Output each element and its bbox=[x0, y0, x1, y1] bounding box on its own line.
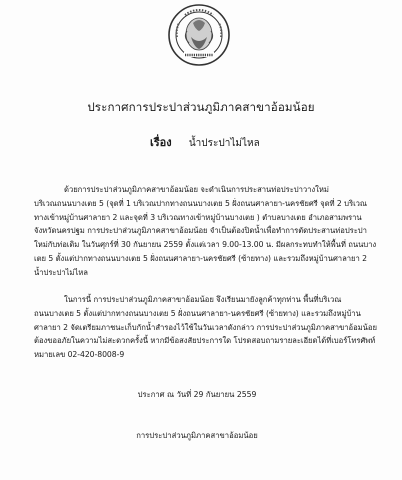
paragraph-line: ศาลายา 2 จัดเตรียมภาชนะเก็บกักน้ำสำรองไว้ใช้ในวันเวลาดังกล่าว การประปาส่วนภูมิภาคสาขาอ้อมน้อย bbox=[34, 322, 377, 332]
subject-label: เรื่อง bbox=[150, 136, 172, 149]
pwa-emblem-icon bbox=[167, 3, 231, 67]
paragraph-line: ในการนี้ การประปาส่วนภูมิภาคสาขาอ้อมน้อย จึงเรียนมายังลูกค้าทุกท่าน พื้นที่บริเวณ bbox=[64, 295, 342, 304]
paragraph-line: หมายเลข 02-420-8008-9 bbox=[34, 350, 125, 360]
paragraph-line: ถนนบางเตย 5 ตั้งแต่ปากทางถนนบางเตย 5 ฝั่งถนนศาลายา-นครชัยศรี (ซ้ายทาง) และรวมถึงหมู่บ้าน bbox=[34, 308, 361, 318]
paragraph-2 bbox=[34, 293, 400, 362]
paragraph-line: ด้วยการประปาส่วนภูมิภาคสาขาอ้อมน้อย จะดำเนินการประสานท่อประปาวางใหม่ bbox=[64, 185, 329, 194]
announcement-date: ประกาศ ณ วันที่ 29 กันยายน 2559 bbox=[137, 390, 257, 399]
announcement-title: ประกาศการประปาส่วนภูมิภาคสาขาอ้อมน้อย bbox=[87, 100, 315, 114]
paragraph-line: ต้องขออภัยในความไม่สะดวกครั้งนี้ หากมีข้อสงสัยประการใด โปรดสอบถามรายละเอียดได้ที่เบอร์โทรศัพท์ bbox=[34, 336, 376, 346]
paragraph-line: ใหม่กับท่อเดิม ในวันศุกร์ที่ 30 กันยายน 2559 ตั้งแต่เวลา 9.00-13.00 น. มีผลกระทบทำให้พื้นที่ ถนนบาง bbox=[34, 240, 377, 250]
subject-line bbox=[150, 133, 260, 151]
issuer-signature: การประปาส่วนภูมิภาคสาขาอ้อมน้อย bbox=[136, 431, 258, 440]
paragraph-line: จังหวัดนครปฐม การประปาส่วนภูมิภาคสาขาอ้อมน้อย จำเป็นต้องปิดน้ำเพื่อทำการตัดประสานท่อประปา bbox=[34, 226, 367, 236]
paragraph-line: ทางเข้าหมู่บ้านศาลายา 2 และจุดที่ 3 บริเวณทางเข้าหมู่บ้านบางเตย ) ตำบลบางเตย อำเภอสามพราน bbox=[34, 212, 362, 222]
subject-value: น้ำประปาไม่ไหล bbox=[188, 138, 260, 149]
paragraph-line: น้ำประปาไม่ไหล bbox=[34, 267, 88, 277]
paragraph-line: บริเวณถนนบางเตย 5 (จุดที่ 1 บริเวณปากทางถนนบางเตย 5 ฝั่งถนนศาลายา-นครชัยศรี จุดที่ 2 บริเวณ bbox=[34, 198, 368, 208]
paragraph-1 bbox=[34, 183, 400, 280]
paragraph-line: เตย 5 ตั้งแต่ปากทางถนนบางเตย 5 ฝั่งถนนศาลายา-นครชัยศรี (ซ้ายทาง) และรวมถึงหมู่บ้านศาลายา 2 bbox=[34, 253, 367, 263]
